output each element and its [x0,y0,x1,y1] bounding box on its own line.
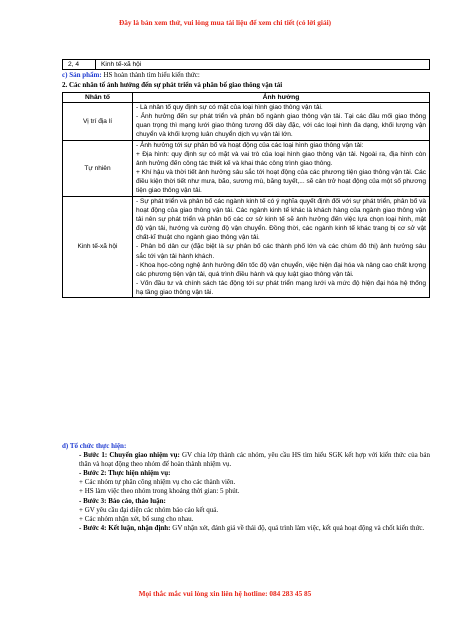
step-3-label: - Bước 3: Báo cáo, thảo luận: [79,496,166,505]
header-factor: Nhân tố [63,93,133,103]
organize-section [62,442,430,533]
effect-line: - Khoa học-công nghệ ảnh hưởng đến tốc độ vận chuyển, việc hiện đại hóa và nâng cao chất lượng các phương tiện vận tải, quá trình điều hành và quy luật giao thông vận tải. [136,261,426,278]
hotline-footer: Mọi thắc mắc vui lòng xin liên hệ hotline: 084 283 45 85 [138,589,312,598]
step-4 [62,524,430,533]
step-2-item: + HS làm việc theo nhóm trong khoảng thời gian: 5 phút. [79,487,240,496]
effect-line: - Phân bố dân cư (đặc biệt là sự phân bố các thành phố lớn và các chùm đô thị) ảnh hưởng sâu sắc tới vận tải hành khách. [136,243,426,260]
step-3-item: + GV yêu cầu đại diện các nhóm báo cáo kết quả. [79,505,219,514]
table-header-row [63,93,430,103]
effect-cell [133,140,430,196]
header-effect: Ảnh hưởng [133,93,430,103]
table-row [63,196,430,298]
effect-line: + Địa hình: quy định sự có mặt và vai trò của loại hình giao thông vận tải. Ngoài ra, địa hình còn ảnh hưởng đến công tác thiết kế và khai thác công trình giao thông. [136,150,426,167]
table-row [63,103,430,141]
table-top-row [62,59,430,70]
effect-line: - Là nhân tố quy định sự có mặt của loại hình giao thông vận tải. [136,104,323,111]
step-1-label: - Bước 1: Chuyển giao nhiệm vụ: [79,451,180,460]
step-4-label: - Bước 4: Kết luận, nhận định: [79,523,171,532]
top-row-cell-2: Kinh tế-xã hội [101,61,142,68]
effect-line: - Sự phát triển và phân bố các ngành kinh tế có ý nghĩa quyết định đối với sự phát triển, phân bố và hoạt động của giao thông vận tải. Các ngành kinh tế khác là khách hàng của ngành giao thông vận tải nên sự phát triển và phân bố các cơ sở kinh tế sẽ ảnh hưởng đến việc lựa chọn loại hình, mật độ vận tải, hướng và cường độ vận chuyển. Đồng thời, các ngành kinh tế khác trang bị cơ sở vật chất-kĩ thuật cho ngành giao thông vận tải. [136,197,426,242]
effect-line: - Vốn đầu tư và chính sách tác động tới sự phát triển mạng lưới và mức độ hiện đại hóa hệ thống hạ tầng giao thông vận tải. [136,279,426,297]
effect-cell [133,196,430,298]
factor-cell: Vị trí địa lí [63,103,133,141]
step-2-label: - Bước 2: Thực hiện nhiệm vụ: [79,469,171,478]
factors-table [62,92,430,298]
product-line [62,71,200,80]
step-2-item: + Các nhóm tự phân công nhiệm vụ cho các thành viên. [79,478,236,487]
factor-cell: Kinh tế-xã hội [63,196,133,298]
effect-line: + Khí hậu và thời tiết ảnh hưởng sâu sắc tới hoạt động của các phương tiện giao thông vận tải. Các điều kiện thời tiết như mưa, bão, sương mù, băng tuyết,... sẽ cản trở hoạt động của một số phương tiện giao thông vận tải. [136,169,426,195]
step-4-text: GV nhận xét, đánh giá về thái độ, quá trình làm việc, kết quả hoạt động và chốt kiến thức. [170,523,425,532]
effect-cell [133,103,430,141]
product-text: HS hoàn thành tìm hiểu kiến thức: [101,71,200,79]
factor-cell: Tự nhiên [63,140,133,196]
step-3 [62,497,430,506]
step-3-item: + Các nhóm nhận xét, bổ sung cho nhau. [79,514,194,523]
preview-banner: Đây là bản xem thử, vui lòng mua tài liệu để xem chi tiết (có lời giải) [118,18,332,27]
section-heading: 2. Các nhân tố ảnh hưởng đến sự phát triển và phân bố giao thông vận tải [62,80,283,89]
organize-heading: d) Tổ chức thực hiện: [62,442,127,450]
step-2 [62,469,430,478]
product-label: c) Sản phẩm: [62,71,102,79]
step-1 [62,451,430,469]
top-row-cell-1: 2, 4 [63,60,96,69]
table-row [63,140,430,196]
step-1-text: GV chia lớp thành các nhóm, yêu cầu HS tìm hiểu SGK kết hợp với kiến thức của bản thân và hoạt động theo nhóm để hoàn thành nhiệm vụ. [79,451,430,469]
effect-line: - Ảnh hưởng tới sự phân bố và hoạt động của các loại hình giao thông vận tải: [136,141,364,149]
effect-line: - Ảnh hưởng đến sự phát triển và phân bố ngành giao thông vận tải. Tại các đầu mối giao thông quan trọng thì mạng lưới giao thông tương đối dày đặc, với các loại hình đa dạng, khối lượng vận chuyển và khối lượng luân chuyển dịch vụ vận tải lớn. [136,113,426,139]
